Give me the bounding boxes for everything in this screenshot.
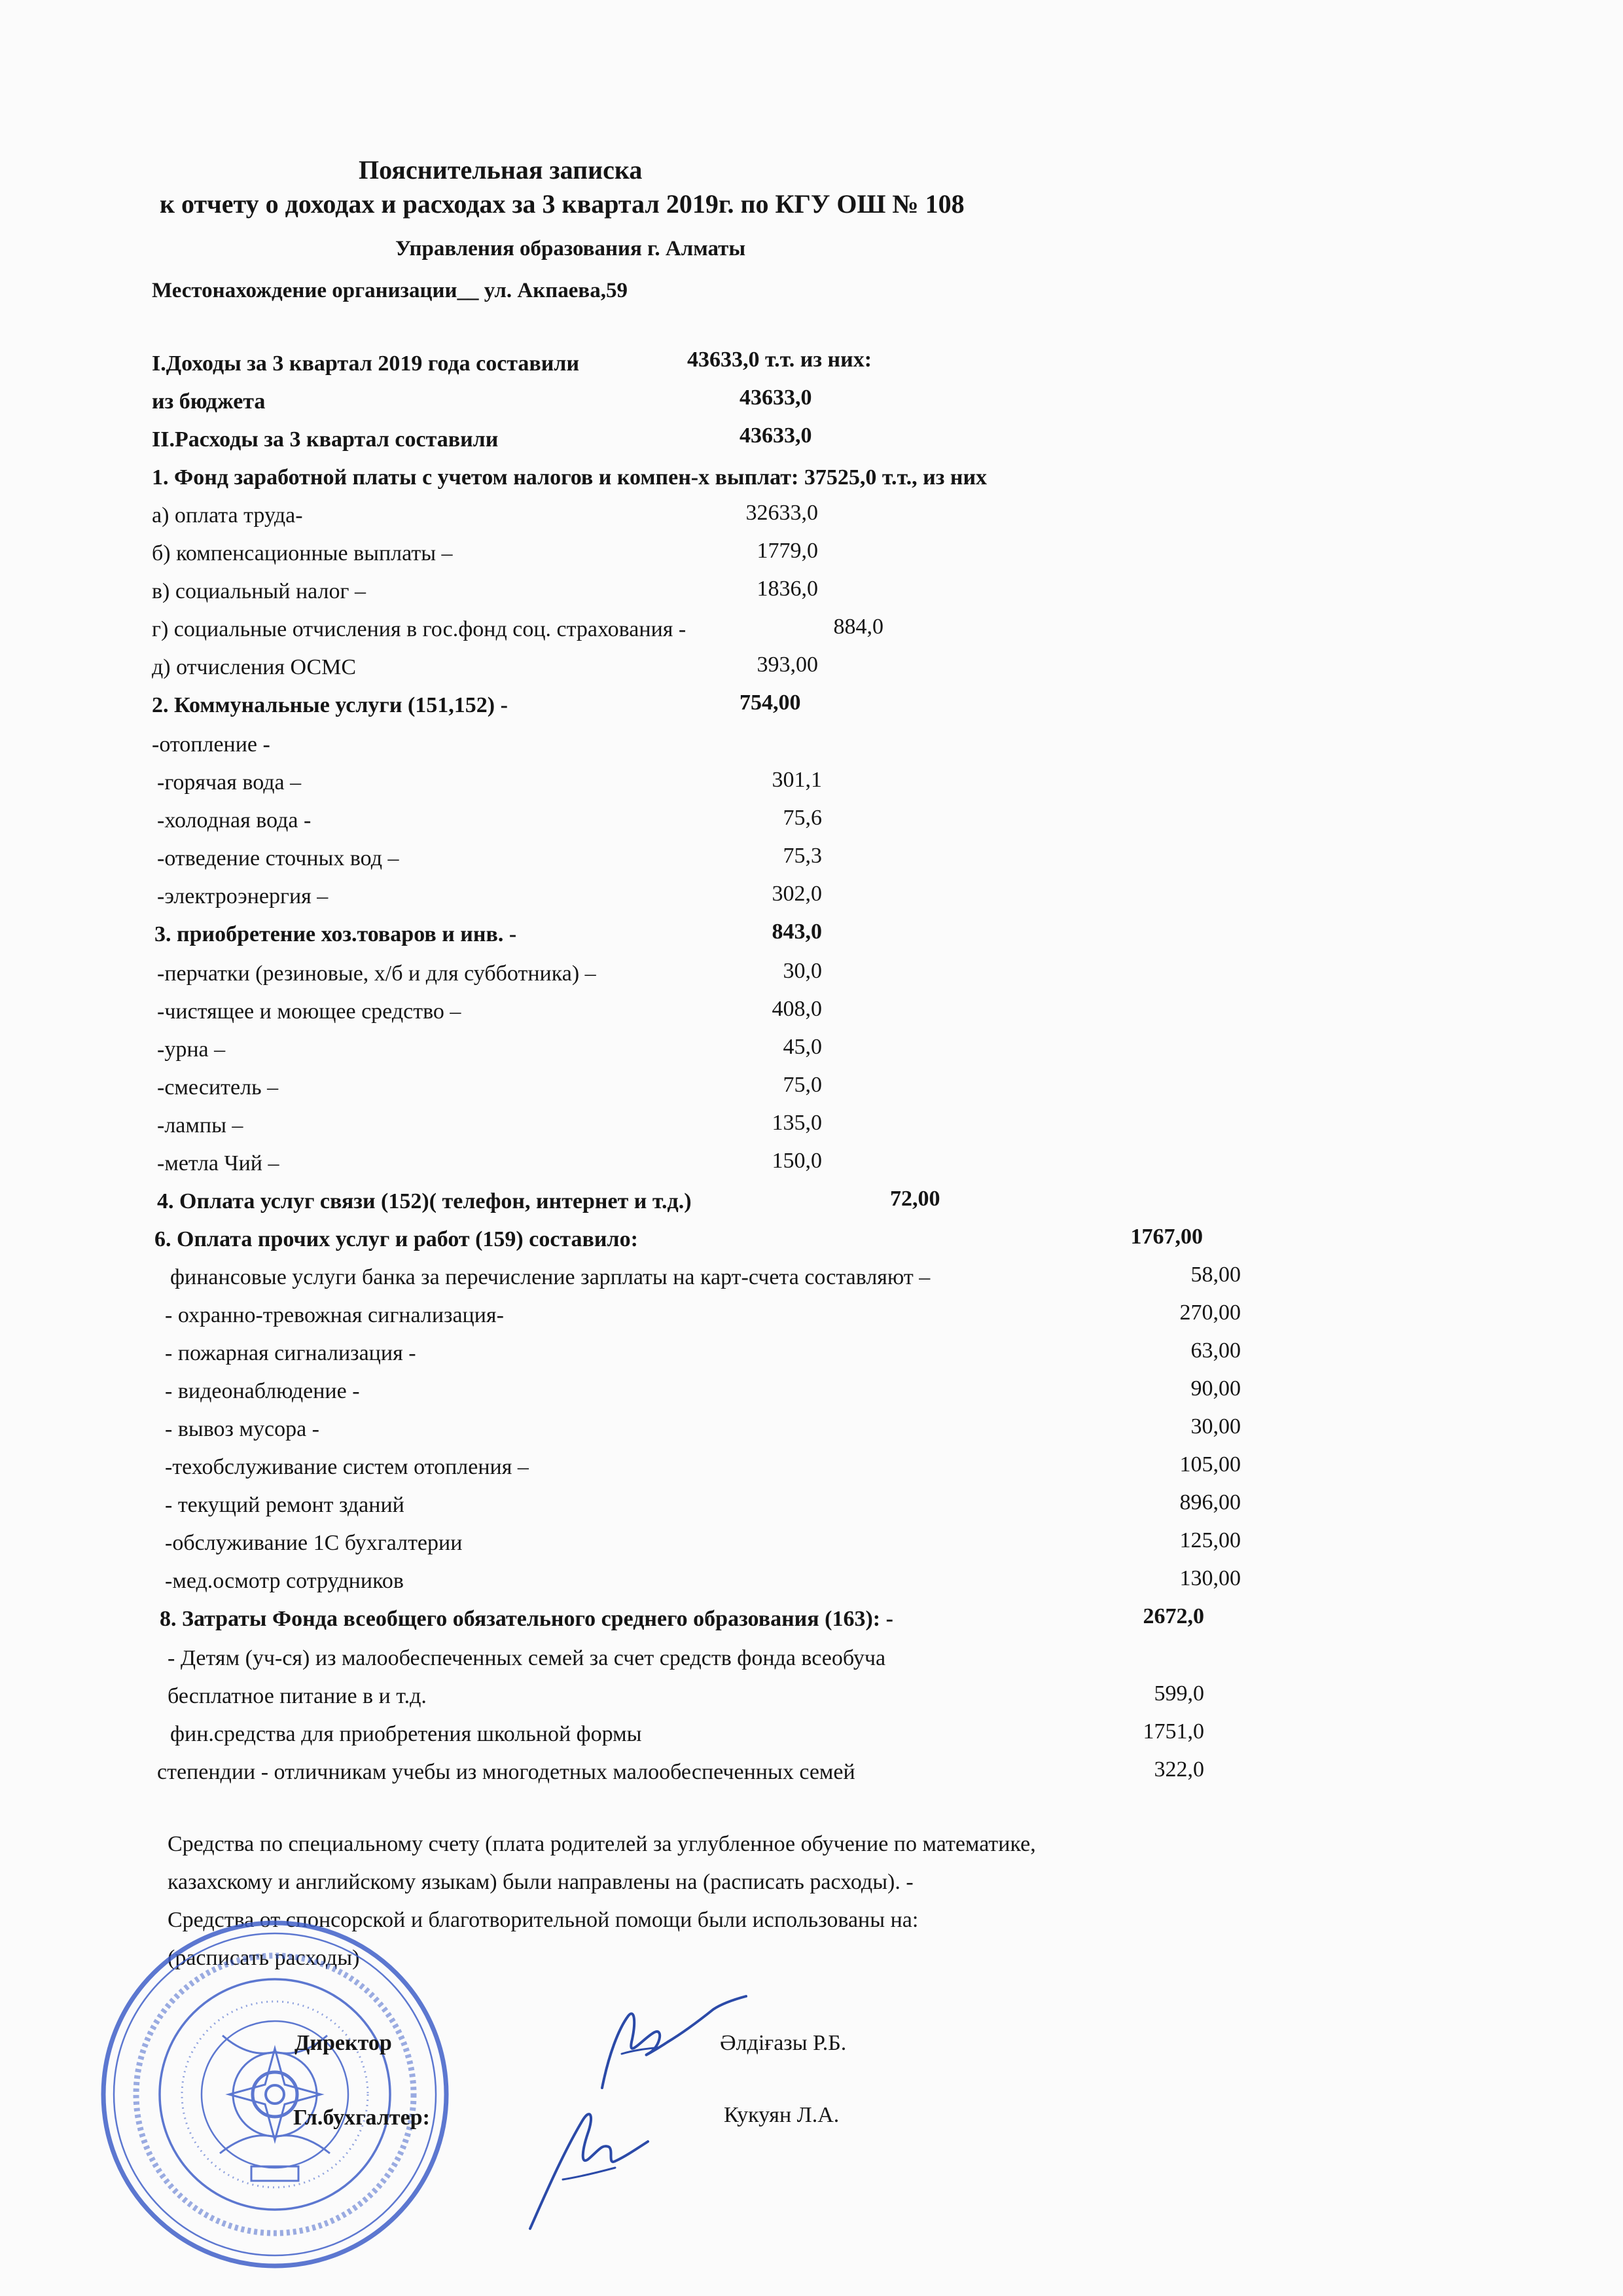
s8-line-4-label: степендии - отличникам учебы из многодетных малообеспеченных семей bbox=[157, 1760, 855, 1784]
section-6-total: 1767,00 bbox=[1130, 1225, 1203, 1249]
s1-item-label: а) оплата труда- bbox=[152, 503, 303, 528]
doc-subtitle: к отчету о доходах и расходах за 3 квартал 2019г. по КГУ ОШ № 108 bbox=[160, 189, 965, 219]
section-3-total: 843,0 bbox=[772, 920, 822, 944]
s3-item-value: 30,0 bbox=[783, 959, 822, 983]
s3-item-label: -смеситель – bbox=[157, 1075, 279, 1100]
s1-item-value: 884,0 bbox=[833, 615, 883, 639]
s3-item-label: -чистящее и моющее средство – bbox=[157, 999, 461, 1024]
s2-item-label: -холодная вода - bbox=[157, 808, 312, 833]
s8-line-2-value: 599,0 bbox=[1154, 1681, 1204, 1706]
s1-item-label: в) социальный налог – bbox=[152, 579, 366, 603]
s6-item-label: - пожарная сигнализация - bbox=[165, 1341, 416, 1365]
s2-item-label: -горячая вода – bbox=[157, 770, 302, 795]
income-value: 43633,0 т.т. из них: bbox=[687, 348, 872, 372]
s1-item-value: 393,00 bbox=[757, 653, 818, 677]
s6-item-value: 125,00 bbox=[1179, 1528, 1241, 1552]
expenses-label: II.Расходы за 3 квартал составили bbox=[152, 427, 499, 452]
s3-item-value: 135,0 bbox=[772, 1111, 822, 1135]
s1-item-label: г) социальные отчисления в гос.фонд соц. страхования - bbox=[152, 617, 687, 641]
org-name: Управления образования г. Алматы bbox=[395, 237, 746, 260]
s3-item-label: -метла Чий – bbox=[157, 1151, 279, 1175]
note-sponsor: Средства от спонсорской и благотворительной помощи были использованы на: bbox=[168, 1908, 919, 1932]
section-2-title: 2. Коммунальные услуги (151,152) - bbox=[152, 693, 508, 717]
section-3-title: 3. приобретение хоз.товаров и инв. - bbox=[154, 922, 517, 946]
s3-item-value: 75,0 bbox=[783, 1073, 822, 1097]
s8-line-4-value: 322,0 bbox=[1154, 1757, 1204, 1782]
income-budget-label: из бюджета bbox=[152, 389, 266, 414]
note-sponsor-cont: (расписать расходы) bbox=[168, 1946, 360, 1970]
s1-item-value: 1836,0 bbox=[757, 577, 818, 601]
s6-item-value: 58,00 bbox=[1190, 1263, 1241, 1287]
s6-item-value: 270,00 bbox=[1179, 1300, 1241, 1325]
official-stamp bbox=[92, 1911, 458, 2278]
s6-item-label: финансовые услуги банка за перечисление зарплаты на карт-счета составляют – bbox=[170, 1265, 931, 1289]
section-4-total: 72,00 bbox=[890, 1187, 940, 1211]
s1-item-label: б) компенсационные выплаты – bbox=[152, 541, 453, 565]
s2-item-value: 301,1 bbox=[772, 768, 822, 792]
s2-item-value: 75,3 bbox=[783, 844, 822, 868]
s1-item-label: д) отчисления ОСМС bbox=[152, 655, 357, 679]
s6-item-label: - вывоз мусора - bbox=[165, 1417, 319, 1441]
s3-item-value: 150,0 bbox=[772, 1149, 822, 1173]
expenses-value: 43633,0 bbox=[740, 423, 812, 448]
section-1-title: 1. Фонд заработной платы с учетом налогов и компен-х выплат: 37525,0 т.т., из них bbox=[152, 465, 988, 490]
doc-title: Пояснительная записка bbox=[359, 155, 643, 185]
s6-item-value: 896,00 bbox=[1179, 1490, 1241, 1515]
s6-item-value: 63,00 bbox=[1190, 1338, 1241, 1363]
section-2-total: 754,00 bbox=[740, 691, 801, 715]
s6-item-value: 130,00 bbox=[1179, 1566, 1241, 1590]
note-special-account-cont: казахскому и английскому языкам) были направлены на (расписать расходы). - bbox=[168, 1870, 914, 1894]
s2-item-value: 302,0 bbox=[772, 882, 822, 906]
income-label: I.Доходы за 3 квартал 2019 года составили bbox=[152, 351, 580, 376]
s8-line-2-label: бесплатное питание в и т.д. bbox=[168, 1684, 427, 1708]
s3-item-value: 408,0 bbox=[772, 997, 822, 1021]
s8-line-1: - Детям (уч-ся) из малообеспеченных семей за счет средств фонда всеобуча bbox=[168, 1646, 886, 1670]
s6-item-value: 30,00 bbox=[1190, 1414, 1241, 1439]
s6-item-label: - видеонаблюдение - bbox=[165, 1379, 360, 1403]
s2-item-label: -электроэнергия – bbox=[157, 884, 329, 908]
s6-item-label: -обслуживание 1С бухгалтерии bbox=[165, 1531, 463, 1555]
s1-item-value: 32633,0 bbox=[745, 501, 818, 525]
s6-item-label: - охранно-тревожная сигнализация- bbox=[165, 1303, 504, 1327]
section-8-total: 2672,0 bbox=[1143, 1604, 1204, 1628]
accountant-name: Кукуян Л.А. bbox=[724, 2103, 840, 2127]
s3-item-label: -лампы – bbox=[157, 1113, 243, 1138]
s6-item-label: - текущий ремонт зданий bbox=[165, 1493, 404, 1517]
s6-item-value: 90,00 bbox=[1190, 1376, 1241, 1401]
director-label: Директор bbox=[294, 2031, 392, 2055]
s2-item-label: -отведение сточных вод – bbox=[157, 846, 399, 870]
org-location: Местонахождение организации__ ул. Акпаева,59 bbox=[152, 279, 628, 302]
s1-item-value: 1779,0 bbox=[757, 539, 818, 563]
s8-line-3-label: фин.средства для приобретения школьной формы bbox=[170, 1722, 642, 1746]
s2-item-value: 75,6 bbox=[783, 806, 822, 830]
director-name: Әлдiғазы Р.Б. bbox=[720, 2031, 847, 2055]
s6-item-label: -техобслуживание систем отопления – bbox=[165, 1455, 529, 1479]
accountant-label: Гл.бухгалтер: bbox=[293, 2106, 430, 2130]
s8-line-3-value: 1751,0 bbox=[1143, 1719, 1204, 1744]
section-8-title: 8. Затраты Фонда всеобщего обязательного среднего образования (163): - bbox=[160, 1607, 893, 1631]
accountant-signature bbox=[517, 2081, 668, 2238]
section-6-title: 6. Оплата прочих услуг и работ (159) составило: bbox=[154, 1227, 638, 1251]
s6-item-value: 105,00 bbox=[1179, 1452, 1241, 1477]
income-budget-value: 43633,0 bbox=[740, 386, 812, 410]
s6-item-label: -мед.осмотр сотрудников bbox=[165, 1569, 404, 1593]
section-4-title: 4. Оплата услуг связи (152)( телефон, интернет и т.д.) bbox=[157, 1189, 692, 1213]
s3-item-value: 45,0 bbox=[783, 1035, 822, 1059]
note-special-account: Средства по специальному счету (плата родителей за углубленное обучение по математике, bbox=[168, 1832, 1036, 1856]
s3-item-label: -перчатки (резиновые, х/б и для субботника) – bbox=[157, 961, 596, 986]
s2-item-label: -отопление - bbox=[152, 732, 270, 757]
s3-item-label: -урна – bbox=[157, 1037, 226, 1062]
